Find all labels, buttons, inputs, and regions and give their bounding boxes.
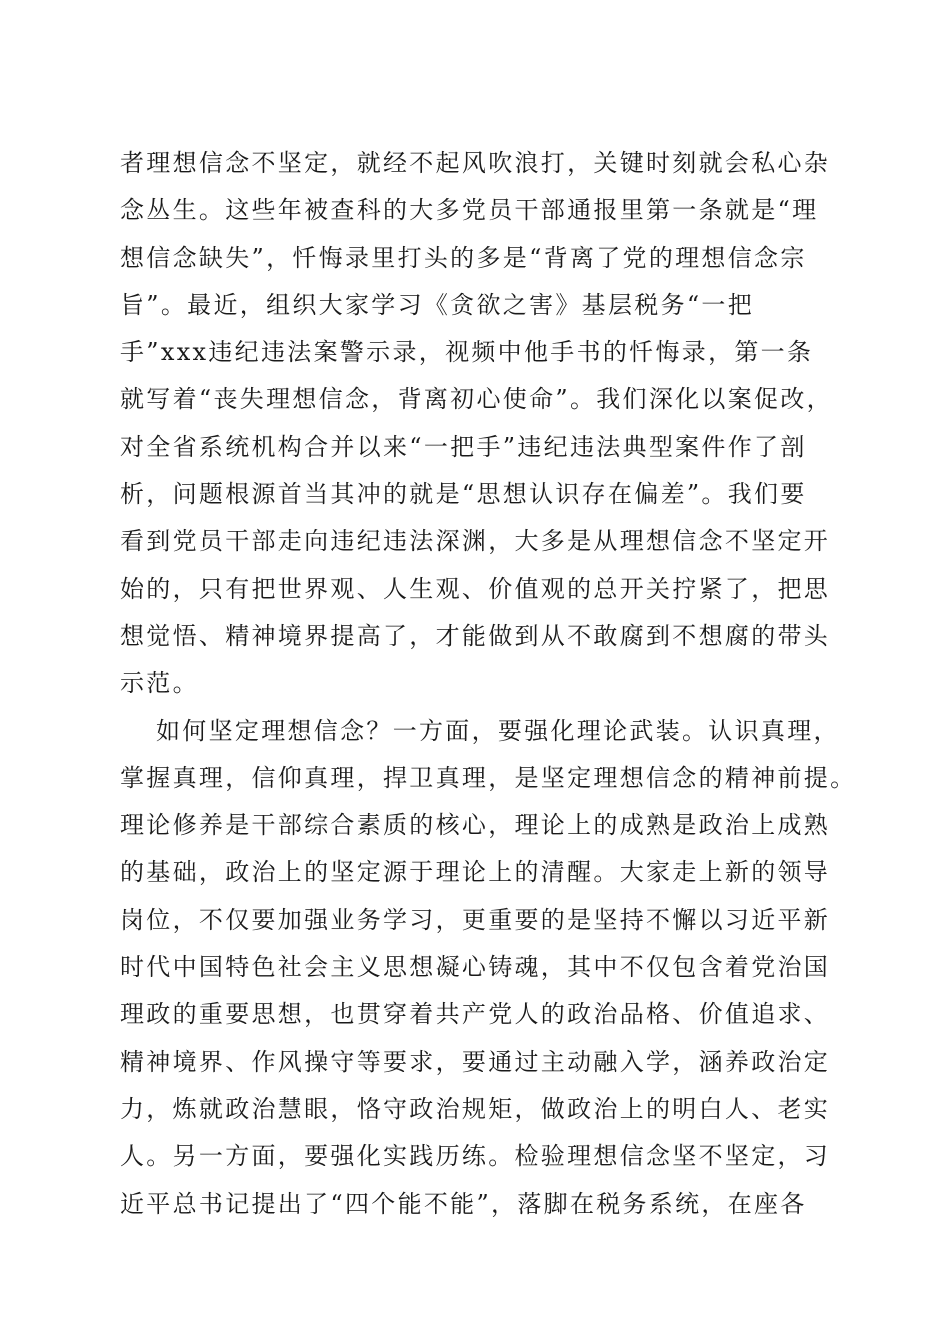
text-line: 精神境界、作风操守等要求，要通过主动融入学，涵养政治定 [120, 1047, 831, 1076]
text-line: 力，炼就政治慧眼，恪守政治规矩，做政治上的明白人、老实 [120, 1094, 831, 1123]
text-line: 想觉悟、精神境界提高了，才能做到从不敢腐到不想腐的带头 [120, 621, 831, 650]
text-line: 理论修养是干部综合素质的核心，理论上的成熟是政治上成熟 [120, 811, 831, 840]
text-line: 掌握真理，信仰真理，捍卫真理，是坚定理想信念的精神前提。 [120, 763, 857, 792]
text-line: 人。另一方面，要强化实践历练。检验理想信念坚不坚定，习 [120, 1142, 831, 1171]
text-line: 对全省系统机构合并以来“一把手”违纪违法典型案件作了剖 [120, 432, 807, 461]
text-line: 想信念缺失”，忏悔录里打头的多是“背离了党的理想信念宗 [120, 243, 807, 272]
text-line: 就写着“丧失理想信念，背离初心使命”。我们深化以案促改， [120, 385, 833, 414]
text-line: 近平总书记提出了“四个能不能”，落脚在税务系统，在座各 [120, 1189, 807, 1218]
text-line: 手”xxx违纪违法案警示录，视频中他手书的忏悔录，第一条 [120, 338, 814, 367]
paragraph-first-line: 如何坚定理想信念？一方面，要强化理论武装。认识真理， [156, 716, 840, 745]
text-line: 理政的重要思想，也贯穿着共产党人的政治品格、价值追求、 [120, 1000, 831, 1029]
text-line: 时代中国特色社会主义思想凝心铸魂，其中不仅包含着党治国 [120, 953, 831, 982]
text-line: 始的，只有把世界观、人生观、价值观的总开关拧紧了，把思 [120, 574, 831, 603]
text-line: 旨”。最近，组织大家学习《贪欲之害》基层税务“一把 [120, 290, 755, 319]
body-text [120, 140, 857, 1228]
text-line: 的基础，政治上的坚定源于理论上的清醒。大家走上新的领导 [120, 858, 831, 887]
text-line: 示范。 [120, 669, 199, 698]
text-line: 岗位，不仅要加强业务学习，更重要的是坚持不懈以习近平新 [120, 905, 831, 934]
text-line: 念丛生。这些年被查科的大多党员干部通报里第一条就是“理 [120, 196, 819, 225]
text-line: 看到党员干部走向违纪违法深渊，大多是从理想信念不坚定开 [120, 527, 831, 556]
text-line: 析，问题根源首当其冲的就是“思想认识存在偏差”。我们要 [120, 480, 807, 509]
text-line: 者理想信念不坚定，就经不起风吹浪打，关键时刻就会私心杂 [120, 149, 831, 177]
